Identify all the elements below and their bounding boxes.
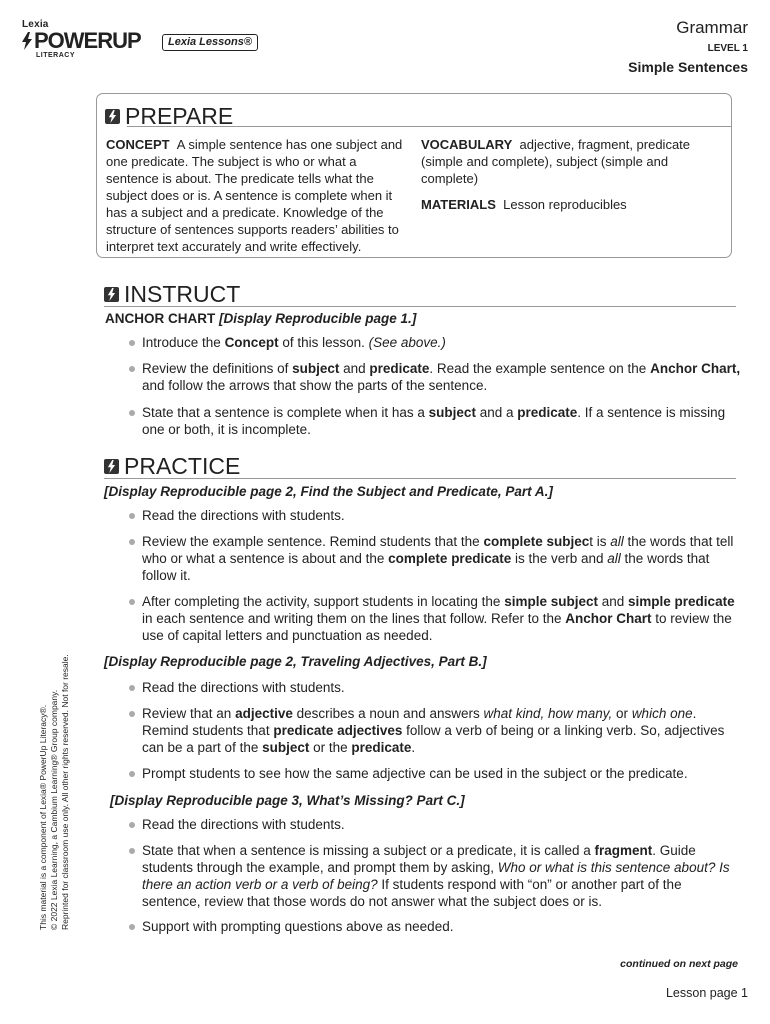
brand-main: POWERUP: [34, 28, 141, 53]
copyright-notice: This material is a component of Lexia® PowerUp Literacy®. © 2022 Lexia Learning, a Cambium Learning® Group company. Reprinted for classroom use only. All other rights reserved. Not for resale.: [38, 654, 70, 930]
practice-section: [104, 454, 736, 479]
materials-text: Lesson reproducibles: [503, 197, 627, 212]
brand-top: Lexia: [22, 19, 49, 30]
list-item: Review that an adjective describes a noun and answers what kind, how many, or which one. Remind students that predicate adjectives follow a verb of being or a linking verb. So, adjectives can be a part of the subject or the predicate.: [142, 705, 742, 756]
list-item: After completing the activity, support students in locating the simple subject and simple predicate in each sentence and writing them on the lines that follow. Refer to the Anchor Chart to review the use of capital letters and punctuation as needed.: [142, 593, 742, 644]
materials-block: [421, 196, 721, 213]
practice-title: PRACTICE: [124, 453, 241, 479]
concept-text: A simple sentence has one subject and one predicate. The subject is who or what a sentence is about. The predicate tells what the subject does or is. A sentence is complete when it has a subject and a predicate. Knowledge of the structure of sentences supports readers’ abilities to interpret text accurately and write effectively.: [106, 137, 403, 254]
divider: [127, 126, 731, 127]
bolt-icon: [104, 459, 119, 474]
list-item: State that when a sentence is missing a subject or a predicate, it is called a fragment. Guide students through the example, and prompt them by asking, Who or what is this sentence about? Is there an action verb or a verb of being? If students respond with “on” or another part of the sentence, review that those words do not answer what the subject does or is.: [142, 842, 742, 910]
subject-title: Grammar: [676, 18, 748, 37]
list-item: Read the directions with students.: [142, 679, 742, 696]
lexia-powerup-logo: [22, 20, 141, 60]
anchor-chart-heading: ANCHOR CHART [Display Reproducible page 1.]: [105, 311, 417, 326]
page-number: Lesson page 1: [665, 986, 748, 1000]
prepare-title: PREPARE: [125, 103, 234, 129]
list-item: State that a sentence is complete when it has a subject and a predicate. If a sentence is missing one or both, it is incomplete.: [142, 404, 742, 438]
prepare-box: [96, 93, 732, 258]
list-item: Introduce the Concept of this lesson. (See above.): [142, 334, 742, 351]
level-label: LEVEL 1: [707, 43, 748, 54]
vocabulary-text: adjective, fragment, predicate (simple and complete), subject (simple and complete): [421, 137, 691, 186]
vocabulary-block: [421, 136, 721, 187]
bolt-icon: [22, 32, 32, 50]
list-item: Review the example sentence. Remind students that the complete subject is all the words that tell who or what a sentence is about and the complete predicate is the verb and all the words that follow it.: [142, 533, 742, 584]
part-a-heading: [Display Reproducible page 2, Find the Subject and Predicate, Part A.]: [104, 484, 553, 499]
lexia-lessons-badge: Lexia Lessons®: [162, 34, 258, 51]
instruct-section: [104, 282, 736, 307]
list-item: Review the definitions of subject and predicate. Read the example sentence on the Anchor Chart, and follow the arrows that show the parts of the sentence.: [142, 361, 741, 393]
concept-block: [106, 136, 406, 255]
list-item: Prompt students to see how the same adjective can be used in the subject or the predicate.: [142, 765, 742, 782]
list-item: Support with prompting questions above as needed.: [142, 918, 742, 935]
bolt-icon: [105, 109, 120, 124]
concept-label: CONCEPT: [106, 137, 170, 152]
continued-note: continued on next page: [620, 958, 738, 970]
lesson-title: Simple Sentences: [628, 59, 748, 75]
bolt-icon: [104, 287, 119, 302]
page-header: [628, 18, 748, 76]
materials-label: MATERIALS: [421, 197, 496, 212]
list-item: Read the directions with students.: [142, 507, 742, 524]
instruct-title: INSTRUCT: [124, 281, 241, 307]
part-b-heading: [Display Reproducible page 2, Traveling Adjectives, Part B.]: [104, 654, 487, 669]
list-item: Read the directions with students.: [142, 816, 742, 833]
brand-sub: LITERACY: [36, 52, 75, 59]
vocabulary-label: VOCABULARY: [421, 137, 513, 152]
part-c-heading: [Display Reproducible page 3, What’s Missing? Part C.]: [110, 793, 465, 808]
